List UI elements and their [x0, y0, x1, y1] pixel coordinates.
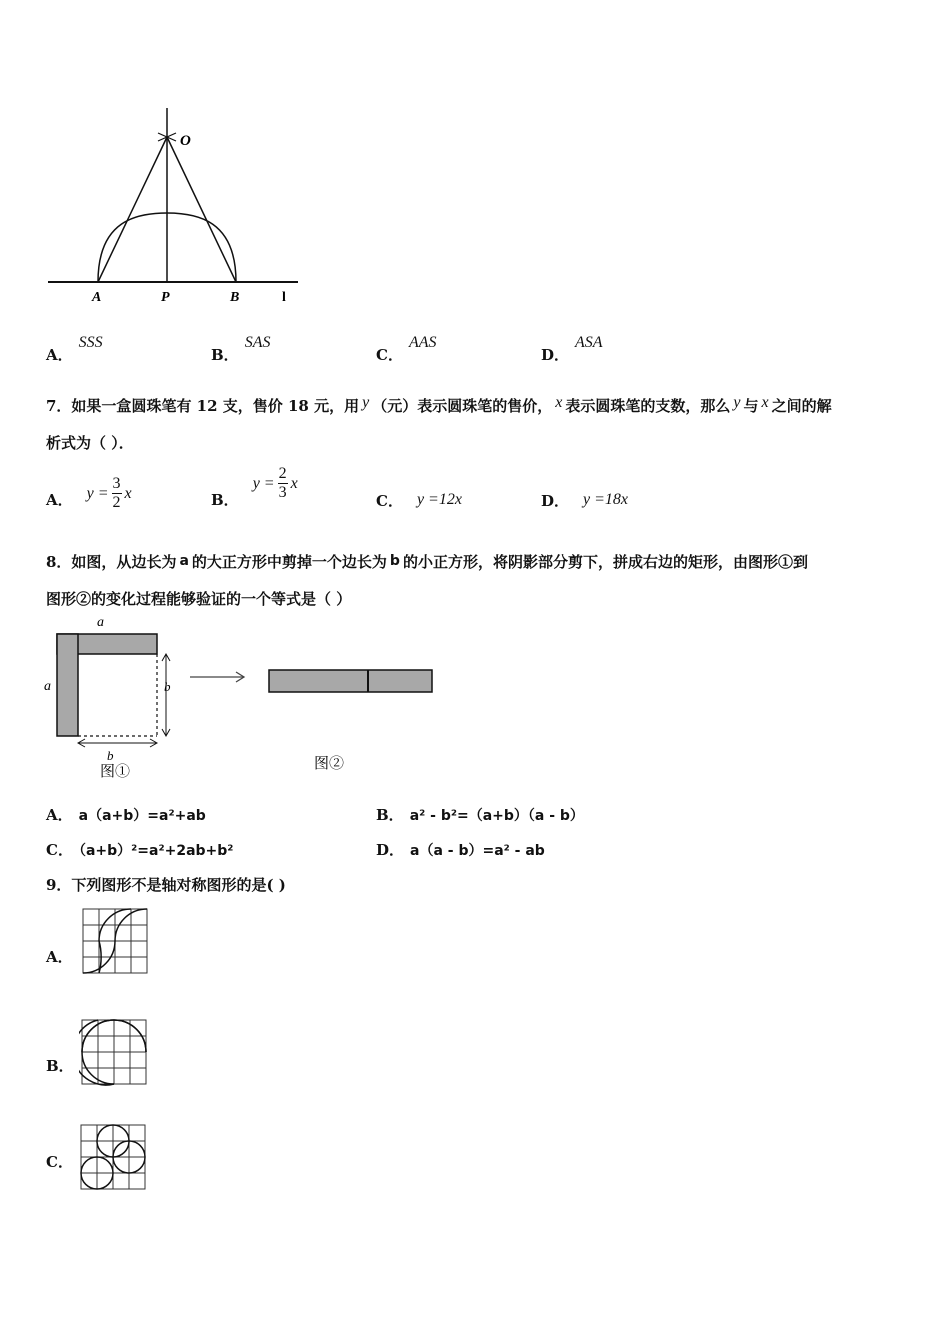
- label-a-top: a: [97, 615, 104, 630]
- label-a: A: [92, 290, 102, 305]
- label-a-left: a: [44, 679, 51, 694]
- label-p: P: [161, 290, 170, 305]
- q7-stem-line2: 析式为（ ）．: [46, 434, 134, 452]
- shaded-left-strip: [57, 634, 78, 736]
- label-l: l: [282, 290, 286, 305]
- q9-figure-b: [79, 1017, 149, 1087]
- q9-figure-a: [80, 906, 150, 976]
- q8-stem-line1: 8．如图，从边长为 a 的大正方形中剪掉一个边长为 b 的小正方形，将阴影部分剪下，拼成右边的矩形，由图形①到: [46, 553, 808, 571]
- q9-option-b[interactable]: B．: [46, 1057, 74, 1075]
- q8-option-c[interactable]: C． （a+b）²=a²+2ab+b²: [46, 841, 234, 859]
- label-o: O: [180, 133, 191, 149]
- q6-compass-figure: [40, 100, 310, 310]
- segment-oa: [98, 137, 167, 282]
- q8-option-d[interactable]: D． a（a - b）=a² - ab: [376, 841, 545, 859]
- label-b-bottom: b: [107, 748, 114, 763]
- label-b-right: b: [164, 679, 171, 694]
- q8-option-b[interactable]: B． a² - b²=（a+b）（a - b）: [376, 806, 584, 824]
- rectangle: [269, 670, 432, 692]
- q9-stem: 9．下列图形不是轴对称图形的是( ): [46, 876, 286, 894]
- figure-1-caption: 图①: [100, 764, 131, 780]
- q9-figure-c: [78, 1122, 148, 1192]
- q6-option-b[interactable]: B．SAS: [211, 334, 271, 364]
- q7-stem-line1: 7．如果一盒圆珠笔有 12 支，售价 18 元，用 y （元）表示圆珠笔的售价， x 表示圆珠笔的支数，那么 y 与 x 之间的解: [46, 394, 832, 415]
- transform-arrow-icon: [186, 668, 250, 686]
- q7-option-c[interactable]: C． y =12x: [376, 491, 462, 510]
- q6-option-d[interactable]: D．ASA: [541, 334, 603, 364]
- q6-option-c[interactable]: C．AAS: [376, 334, 437, 364]
- label-b: B: [230, 290, 240, 305]
- q7-option-d[interactable]: D． y =18x: [541, 491, 629, 510]
- q6-option-a[interactable]: A．SSS: [46, 334, 103, 364]
- segment-ob: [167, 137, 236, 282]
- q8-figure-1: [40, 612, 190, 784]
- q8-option-a[interactable]: A． a（a+b）=a²+ab: [46, 806, 206, 824]
- q7-option-a[interactable]: A． y = $\frac{3}{2}$ x: [46, 475, 132, 511]
- q8-figure-2: [264, 664, 439, 778]
- figure-2-caption: 图②: [314, 756, 345, 772]
- q7-option-b[interactable]: B． y = $\frac{2}{3}$ x: [211, 465, 298, 509]
- q9-option-a[interactable]: A．: [46, 948, 73, 966]
- q8-stem-line2: 图形②的变化过程能够验证的一个等式是（ ）: [46, 590, 352, 608]
- q9-option-c[interactable]: C．: [46, 1153, 73, 1171]
